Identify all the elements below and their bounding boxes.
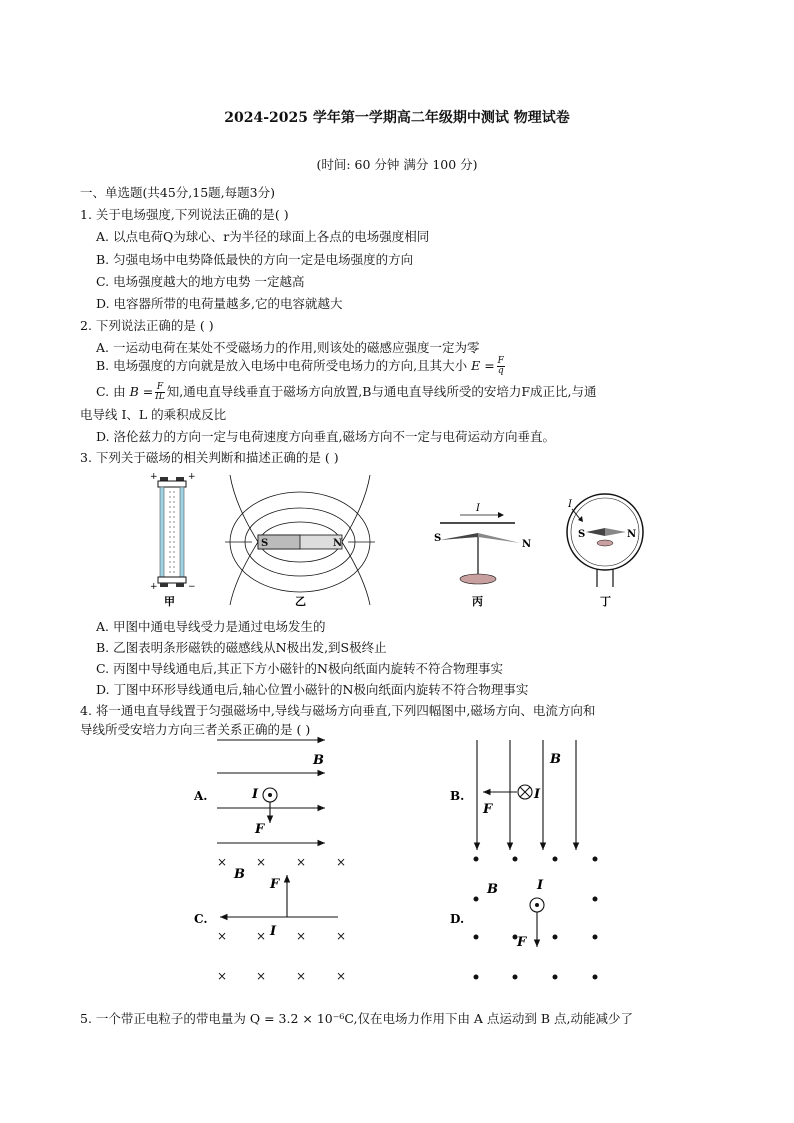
question-4-stem-line1: 4. 将一通电直导线置于匀强磁场中,导线与磁场方向垂直,下列四幅图中,磁场方向、电流方向和 [80, 703, 596, 718]
svg-text:×: × [256, 855, 267, 869]
figure-bing-compass-wire [434, 503, 531, 608]
svg-text:×: × [296, 929, 307, 943]
figure-jia-parallel-wires [150, 472, 196, 608]
page-title: 2024-2025 学年第一学期高二年级期中测试 物理试卷 [224, 110, 570, 126]
q4-c-current-label: I [270, 924, 277, 939]
fraction-denominator: q [497, 366, 504, 376]
q3-option-d: D. 丁图中环形导线通电后,轴心位置小磁针的N极向纸面内旋转不符合物理事实 [96, 682, 529, 697]
svg-text:−: − [188, 582, 196, 592]
svg-text:×: × [217, 969, 228, 983]
q4-b-force-label: F [483, 802, 493, 817]
q3-figures [140, 465, 680, 615]
figure-ding-current-loop [567, 494, 643, 608]
fig-label-bing: 丙 [472, 595, 483, 608]
q4-b-current-label: I [534, 787, 541, 802]
q1-option-c: C. 电场强度越大的地方电势 一定越高 [96, 274, 305, 289]
question-4-stem-line2: 导线所受安培力方向三者关系正确的是 ( ) [80, 722, 311, 737]
magnet-s-label: S [261, 538, 269, 549]
q3-option-a: A. 甲图中通电导线受力是通过电场发生的 [96, 619, 326, 634]
svg-text:+: + [150, 582, 158, 592]
q4-diagram-b [477, 740, 576, 850]
section-heading: 一、单选题(共45分,15题,每题3分) [80, 185, 275, 200]
q4-d-current-label: I [537, 878, 544, 893]
fraction-denominator: IL [155, 392, 165, 402]
fraction-numerator: F [156, 382, 164, 392]
current-label: I [476, 503, 480, 514]
q4-diagram-a [217, 740, 325, 843]
q2-option-b-text: B. 电场强度的方向就是放入电场中电荷所受电场力的方向,且其大小 [96, 358, 468, 373]
figure-yi-bar-magnet [225, 475, 375, 605]
q1-option-a: A. 以点电荷Q为球心、r为半径的球面上各点的电场强度相同 [96, 229, 430, 244]
q2-option-c-text: 知,通电直导线垂直于磁场方向放置,B与通电直导线所受的安培力F成正比,与通 [166, 384, 597, 399]
svg-text:×: × [256, 969, 267, 983]
loop-current-label: I [568, 499, 572, 510]
svg-text:+: + [188, 472, 196, 482]
q4-label-a: A. [194, 789, 208, 803]
q3-option-c: C. 丙图中导线通电后,其正下方小磁针的N极向纸面内旋转不符合物理事实 [96, 661, 503, 676]
loop-compass-s: S [578, 529, 586, 540]
q2-option-c-prefix: C. 由 [96, 384, 126, 399]
fig-label-jia: 甲 [164, 595, 175, 608]
q2-option-c-continued: 电导线 I、L 的乘积成反比 [80, 407, 227, 422]
q4-diagram-d [474, 857, 598, 980]
fraction-numerator: F [497, 356, 504, 366]
q4-d-current [530, 898, 544, 947]
exam-info: (时间: 60 分钟 满分 100 分) [316, 157, 478, 172]
compass-s-label: S [434, 533, 442, 544]
q4-d-force-label: F [517, 935, 527, 950]
formula-b-fraction [155, 383, 165, 402]
svg-text:+: + [150, 472, 158, 482]
svg-text:×: × [336, 855, 347, 869]
svg-text:×: × [336, 969, 347, 983]
loop-compass-n: N [627, 529, 637, 540]
q4-label-b: B. [450, 789, 465, 803]
q4-d-field-label: B [487, 882, 498, 897]
q4-label-c: C. [194, 912, 208, 926]
magnet-n-label: N [333, 538, 343, 549]
q4-a-field-label: B [313, 753, 324, 768]
q1-option-d: D. 电容器所带的电荷量越多,它的电容就越大 [96, 296, 343, 311]
question-1-stem: 1. 关于电场强度,下列说法正确的是( ) [80, 207, 289, 222]
svg-text:×: × [296, 855, 307, 869]
q2-option-a: A. 一运动电荷在某处不受磁场力的作用,则该处的磁感应强度一定为零 [96, 340, 480, 355]
svg-text:×: × [336, 929, 347, 943]
q3-option-b: B. 乙图表明条形磁铁的磁感线从N极出发,到S极终止 [96, 640, 387, 655]
svg-text:×: × [296, 969, 307, 983]
formula-b-lhs: B = [129, 384, 154, 399]
q1-option-b: B. 匀强电场中电势降低最快的方向一定是电场强度的方向 [96, 252, 414, 267]
question-3-stem: 3. 下列关于磁场的相关判断和描述正确的是 ( ) [80, 450, 339, 465]
formula-e-lhs: E = [471, 358, 495, 373]
q2-option-b [96, 356, 507, 376]
q4-b-field-label: B [550, 752, 561, 767]
q4-figures [180, 735, 620, 985]
q4-c-field-label: B [234, 867, 245, 882]
question-2-stem: 2. 下列说法正确的是 ( ) [80, 318, 214, 333]
fig-label-yi: 乙 [295, 595, 306, 608]
q2-option-d: D. 洛伦兹力的方向一定与电荷速度方向垂直,磁场方向不一定与电荷运动方向垂直。 [96, 429, 555, 444]
svg-text:×: × [256, 929, 267, 943]
q2-option-c [96, 382, 597, 402]
q4-a-current-label: I [252, 787, 259, 802]
q4-a-force-label: F [255, 822, 265, 837]
formula-e-fraction [497, 357, 505, 376]
question-5-stem: 5. 一个带正电粒子的带电量为 Q = 3.2 × 10⁻⁶C,仅在电场力作用下由 A 点运动到 B 点,动能减少了 [80, 1011, 634, 1026]
fig-label-ding: 丁 [600, 595, 611, 608]
svg-text:×: × [217, 855, 228, 869]
svg-text:×: × [217, 929, 228, 943]
compass-n-label: N [522, 539, 532, 550]
q4-c-force-label: F [270, 877, 280, 892]
q4-label-d: D. [450, 912, 465, 926]
